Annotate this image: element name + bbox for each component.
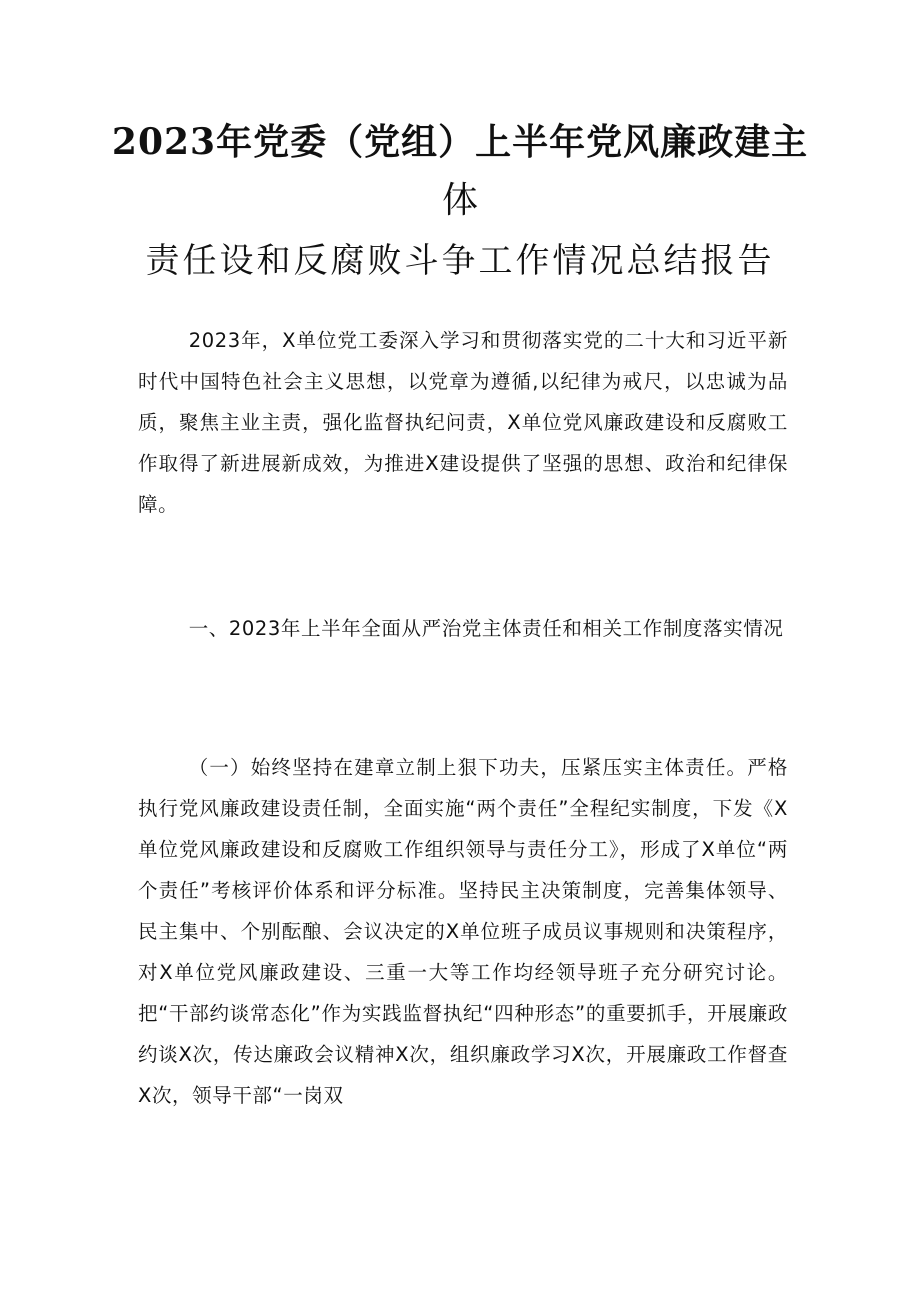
document-title-line-3: 责任设和反腐败斗争工作情况总结报告 — [145, 241, 775, 281]
subsection-paragraph-1: （一）始终坚持在建章立制上狠下功夫，压紧压实主体责任。严格执行党风廉政建设责任制，全面实施“两个责任”全程纪实制度，下发《X单位党风廉政建设和反腐败工作组织领导与责任分工》，形成了X单位“两个责任”考核评价体系和评分标准。坚持民主决策制度，完善集体领导、民主集中、个别酝酿、会议决定的X单位班子成员议事规则和决策程序，对X单位党风廉政建设、三重一大等工作均经领导班子充分研究讨论。把“干部约谈常态化”作为实践监督执纪“四种形态”的重要抓手，开展廉政约谈X次，传达廉政会议精神X次，组织廉政学习X次，开展廉政工作督查X次，领导干部“一岗双 — [138, 756, 788, 1107]
document-title-line-1: 2023年党委（党组）上半年党风廉政建主 — [111, 121, 809, 163]
section-heading-1: 一、2023年上半年全面从严治党主体责任和相关工作制度落实情况 — [188, 617, 784, 640]
document-title-line-2: 体 — [441, 180, 478, 221]
intro-paragraph: 2023年，X单位党工委深入学习和贯彻落实党的二十大和习近平新时代中国特色社会主义思想，以党章为遵循,以纪律为戒尺，以忠诚为品质，聚焦主业主责，强化监督执纪问责，X单位党风廉政建设和反腐败工作取得了新进展新成效，为推进X建设提供了坚强的思想、政治和纪律保障。 — [138, 329, 788, 516]
